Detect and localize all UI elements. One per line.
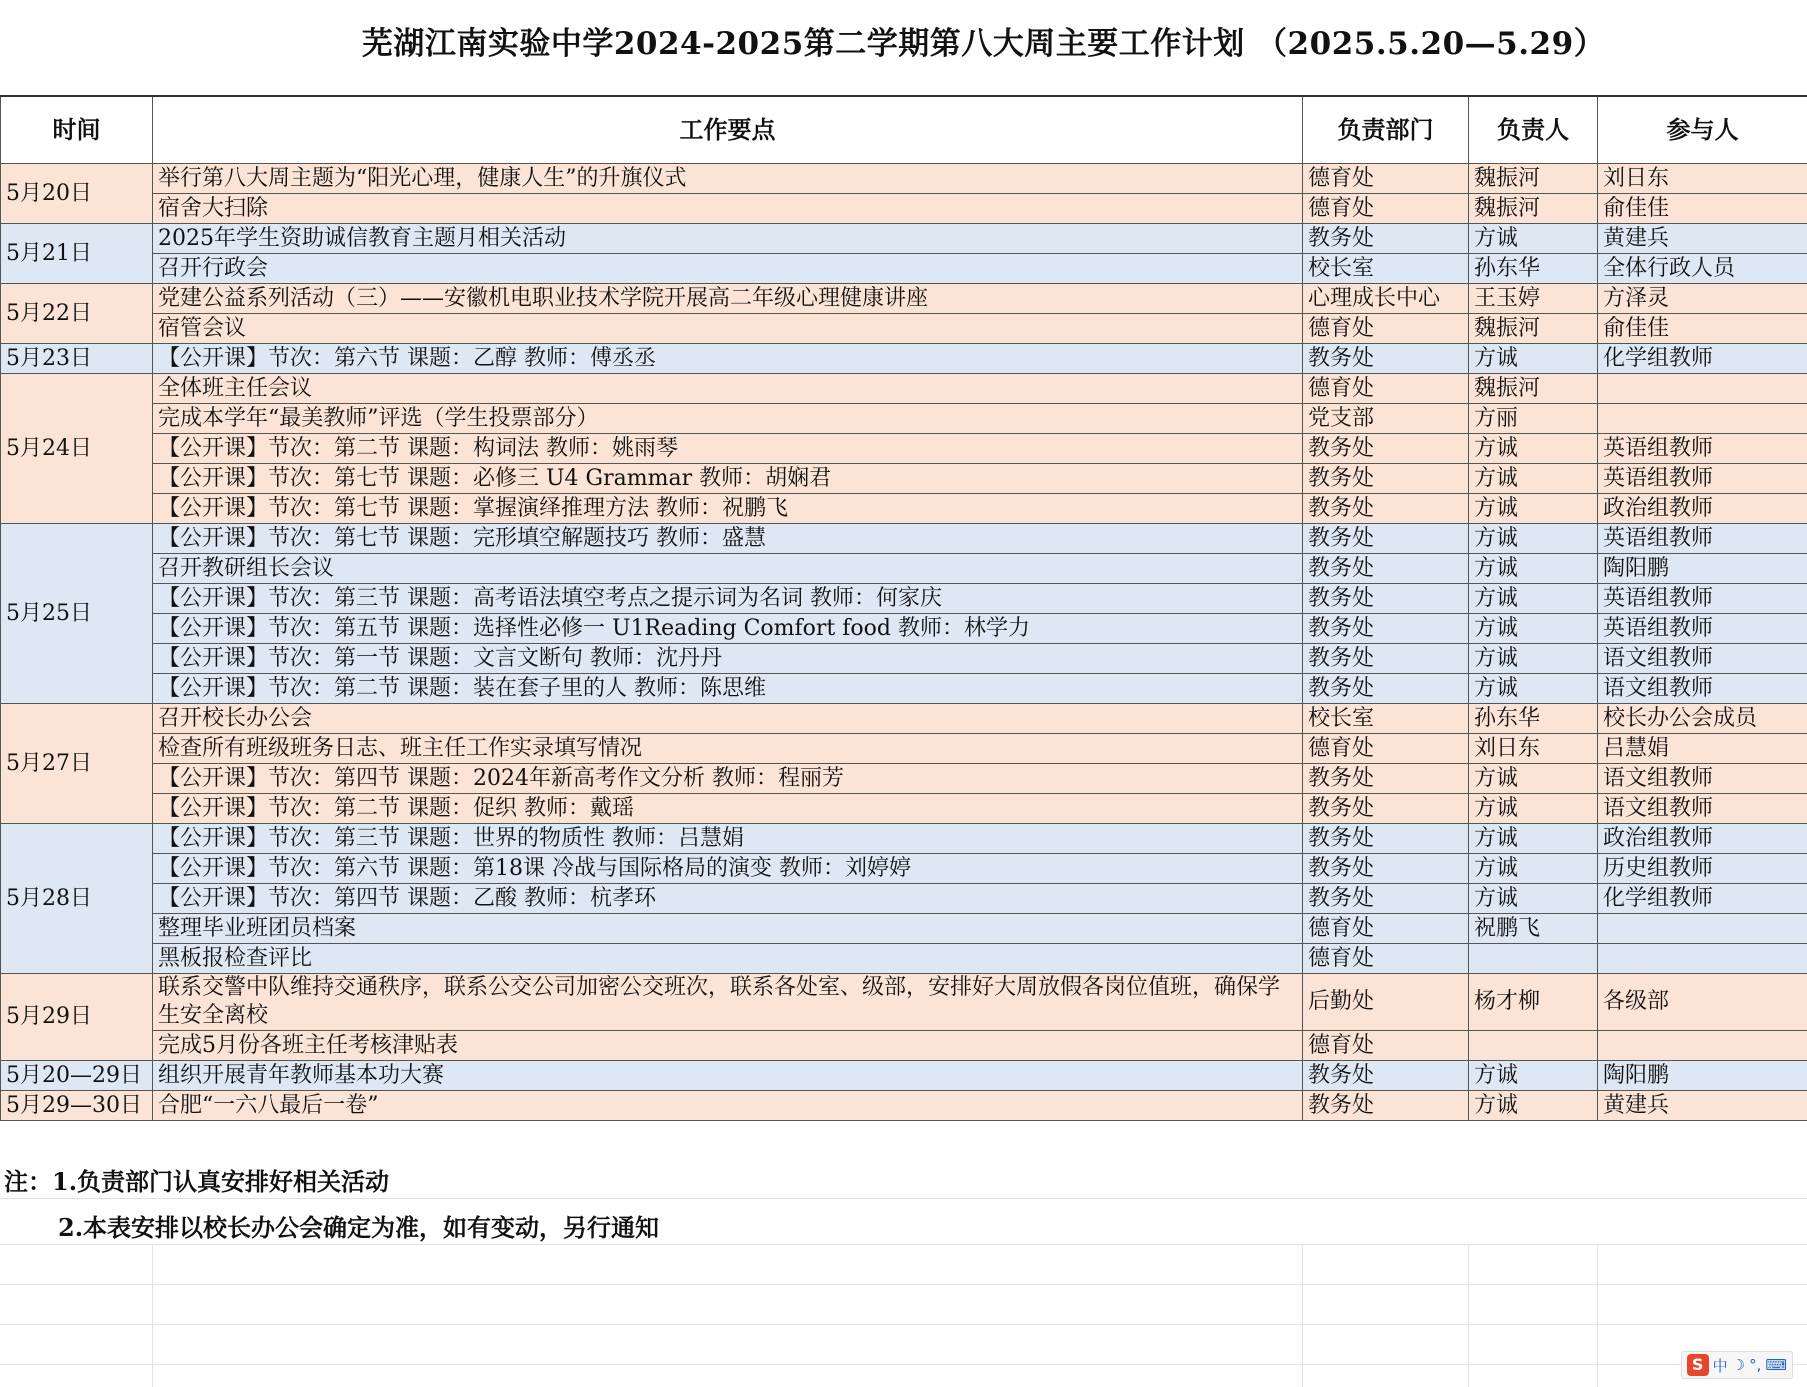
task-cell[interactable]: 宿管会议 (153, 314, 1303, 344)
dept-cell[interactable]: 教务处 (1303, 764, 1469, 794)
owner-cell[interactable]: 杨才柳 (1469, 974, 1598, 1031)
participants-cell[interactable]: 各级部 (1598, 974, 1807, 1031)
dept-cell[interactable]: 教务处 (1303, 434, 1469, 464)
owner-cell[interactable]: 方诚 (1469, 344, 1598, 374)
participants-cell[interactable]: 历史组教师 (1598, 854, 1807, 884)
dept-cell[interactable]: 教务处 (1303, 674, 1469, 704)
task-cell[interactable]: 整理毕业班团员档案 (153, 914, 1303, 944)
task-cell[interactable]: 【公开课】节次：第七节 课题：完形填空解题技巧 教师：盛慧 (153, 524, 1303, 554)
owner-cell[interactable]: 祝鹏飞 (1469, 914, 1598, 944)
table-row (1, 734, 1807, 764)
table-row (1, 164, 1807, 194)
task-cell[interactable]: 合肥“一六八最后一卷” (153, 1091, 1303, 1121)
participants-cell[interactable]: 语文组教师 (1598, 764, 1807, 794)
owner-cell[interactable]: 孙东华 (1469, 704, 1598, 734)
header-time[interactable]: 时间 (1, 96, 153, 164)
task-cell[interactable]: 完成本学年“最美教师”评选（学生投票部分） (153, 404, 1303, 434)
owner-cell[interactable]: 刘日东 (1469, 734, 1598, 764)
punctuation-icon[interactable]: °, (1749, 1356, 1762, 1374)
dept-cell[interactable]: 教务处 (1303, 884, 1469, 914)
keyboard-icon[interactable]: ⌨ (1765, 1356, 1787, 1374)
participants-cell[interactable]: 政治组教师 (1598, 824, 1807, 854)
owner-cell[interactable]: 方诚 (1469, 434, 1598, 464)
table-row (1, 374, 1807, 404)
table-row (1, 914, 1807, 944)
task-cell[interactable]: 【公开课】节次：第六节 课题：第18课 冷战与国际格局的演变 教师：刘婷婷 (153, 854, 1303, 884)
dept-cell[interactable]: 教务处 (1303, 494, 1469, 524)
table-row (1, 1061, 1807, 1091)
dept-cell[interactable]: 德育处 (1303, 734, 1469, 764)
owner-cell[interactable]: 方诚 (1469, 854, 1598, 884)
participants-cell[interactable]: 陶阳鹏 (1598, 554, 1807, 584)
participants-cell[interactable]: 英语组教师 (1598, 464, 1807, 494)
owner-cell[interactable]: 魏振河 (1469, 314, 1598, 344)
date-cell[interactable]: 5月27日 (1, 704, 153, 824)
owner-cell[interactable]: 魏振河 (1469, 164, 1598, 194)
participants-cell[interactable] (1598, 404, 1807, 434)
participants-cell[interactable]: 政治组教师 (1598, 494, 1807, 524)
header-owner[interactable]: 负责人 (1469, 96, 1598, 164)
task-cell[interactable]: 【公开课】节次：第四节 课题：2024年新高考作文分析 教师：程丽芳 (153, 764, 1303, 794)
owner-cell[interactable]: 方诚 (1469, 674, 1598, 704)
dept-cell[interactable]: 教务处 (1303, 854, 1469, 884)
owner-cell[interactable]: 方诚 (1469, 224, 1598, 254)
date-cell[interactable]: 5月21日 (1, 224, 153, 284)
table-row (1, 524, 1807, 554)
owner-cell[interactable]: 方诚 (1469, 554, 1598, 584)
participants-cell[interactable]: 语文组教师 (1598, 794, 1807, 824)
task-cell[interactable]: 【公开课】节次：第一节 课题：文言文断句 教师：沈丹丹 (153, 644, 1303, 674)
dept-cell[interactable]: 教务处 (1303, 344, 1469, 374)
table-row (1, 1091, 1807, 1121)
task-cell[interactable]: 联系交警中队维持交通秩序，联系公交公司加密公交班次，联系各处室、级部，安排好大周放假各岗位值班，确保学生安全离校 (153, 974, 1303, 1031)
task-cell[interactable]: 【公开课】节次：第三节 课题：世界的物质性 教师：吕慧娟 (153, 824, 1303, 854)
dept-cell[interactable]: 德育处 (1303, 314, 1469, 344)
participants-cell[interactable]: 方泽灵 (1598, 284, 1807, 314)
participants-cell[interactable]: 俞佳佳 (1598, 194, 1807, 224)
header-task[interactable]: 工作要点 (153, 96, 1303, 164)
participants-cell[interactable]: 语文组教师 (1598, 674, 1807, 704)
task-cell[interactable]: 2025年学生资助诚信教育主题月相关活动 (153, 224, 1303, 254)
dept-cell[interactable]: 教务处 (1303, 614, 1469, 644)
date-cell[interactable]: 5月20日 (1, 164, 153, 224)
dept-cell[interactable]: 教务处 (1303, 644, 1469, 674)
table-row (1, 644, 1807, 674)
dept-cell[interactable]: 党支部 (1303, 404, 1469, 434)
table-row (1, 1031, 1807, 1061)
table-row (1, 404, 1807, 434)
dept-cell[interactable]: 校长室 (1303, 254, 1469, 284)
dept-cell[interactable]: 心理成长中心 (1303, 284, 1469, 314)
table-row (1, 584, 1807, 614)
table-row (1, 614, 1807, 644)
note-2[interactable]: 2.本表安排以校长办公会确定为准，如有变动，另行通知 (58, 1213, 660, 1242)
task-cell[interactable]: 【公开课】节次：第二节 课题：装在套子里的人 教师：陈思维 (153, 674, 1303, 704)
page-title: 芜湖江南实验中学2024-2025第二学期第八大周主要工作计划 （2025.5.20—5.29） (361, 26, 1606, 62)
task-cell[interactable]: 【公开课】节次：第三节 课题：高考语法填空考点之提示词为名词 教师：何家庆 (153, 584, 1303, 614)
dept-cell[interactable]: 教务处 (1303, 1061, 1469, 1091)
dept-cell[interactable]: 教务处 (1303, 794, 1469, 824)
dept-cell[interactable]: 校长室 (1303, 704, 1469, 734)
dept-cell[interactable]: 教务处 (1303, 824, 1469, 854)
date-cell[interactable]: 5月28日 (1, 824, 153, 974)
task-cell[interactable]: 【公开课】节次：第二节 课题：构词法 教师：姚雨琴 (153, 434, 1303, 464)
task-cell[interactable]: 【公开课】节次：第七节 课题：必修三 U4 Grammar 教师：胡娴君 (153, 464, 1303, 494)
participants-cell[interactable]: 俞佳佳 (1598, 314, 1807, 344)
dept-cell[interactable]: 德育处 (1303, 944, 1469, 974)
dept-cell[interactable]: 教务处 (1303, 554, 1469, 584)
owner-cell[interactable] (1469, 1031, 1598, 1061)
task-cell[interactable]: 【公开课】节次：第七节 课题：掌握演绎推理方法 教师：祝鹏飞 (153, 494, 1303, 524)
header-dept[interactable]: 负责部门 (1303, 96, 1469, 164)
participants-cell[interactable] (1598, 944, 1807, 974)
dept-cell[interactable]: 德育处 (1303, 914, 1469, 944)
dept-cell[interactable]: 德育处 (1303, 374, 1469, 404)
moon-icon[interactable]: ☽ (1731, 1356, 1746, 1374)
owner-cell[interactable]: 方丽 (1469, 404, 1598, 434)
participants-cell[interactable]: 英语组教师 (1598, 524, 1807, 554)
participants-cell[interactable]: 校长办公会成员 (1598, 704, 1807, 734)
participants-cell[interactable]: 化学组教师 (1598, 344, 1807, 374)
task-cell[interactable]: 党建公益系列活动（三）——安徽机电职业技术学院开展高二年级心理健康讲座 (153, 284, 1303, 314)
owner-cell[interactable]: 方诚 (1469, 524, 1598, 554)
table-row (1, 284, 1807, 314)
participants-cell[interactable]: 全体行政人员 (1598, 254, 1807, 284)
table-row (1, 704, 1807, 734)
dept-cell[interactable]: 德育处 (1303, 1031, 1469, 1061)
table-header-row (1, 96, 1807, 164)
date-cell[interactable]: 5月24日 (1, 374, 153, 524)
participants-cell[interactable]: 英语组教师 (1598, 584, 1807, 614)
owner-cell[interactable]: 方诚 (1469, 1091, 1598, 1121)
table-row (1, 254, 1807, 284)
task-cell[interactable]: 【公开课】节次：第二节 课题：促织 教师：戴瑶 (153, 794, 1303, 824)
table-row (1, 974, 1807, 1031)
owner-cell[interactable]: 方诚 (1469, 884, 1598, 914)
table-row (1, 764, 1807, 794)
owner-cell[interactable]: 孙东华 (1469, 254, 1598, 284)
dept-cell[interactable]: 教务处 (1303, 224, 1469, 254)
table-row (1, 944, 1807, 974)
table-row (1, 194, 1807, 224)
table-row (1, 464, 1807, 494)
table-row (1, 884, 1807, 914)
header-participants[interactable]: 参与人 (1598, 96, 1807, 164)
date-cell[interactable]: 5月29日 (1, 974, 153, 1061)
task-cell[interactable]: 宿舍大扫除 (153, 194, 1303, 224)
task-cell[interactable]: 召开行政会 (153, 254, 1303, 284)
owner-cell[interactable]: 方诚 (1469, 644, 1598, 674)
task-cell[interactable]: 全体班主任会议 (153, 374, 1303, 404)
table-row (1, 314, 1807, 344)
sogou-logo-icon[interactable]: S (1687, 1354, 1709, 1376)
table-row (1, 344, 1807, 374)
dept-cell[interactable]: 德育处 (1303, 164, 1469, 194)
date-cell[interactable]: 5月29—30日 (1, 1091, 153, 1121)
dept-cell[interactable]: 教务处 (1303, 1091, 1469, 1121)
task-cell[interactable]: 完成5月份各班主任考核津贴表 (153, 1031, 1303, 1061)
task-cell[interactable]: 组织开展青年教师基本功大赛 (153, 1061, 1303, 1091)
table-row (1, 434, 1807, 464)
task-cell[interactable]: 举行第八大周主题为“阳光心理，健康人生”的升旗仪式 (153, 164, 1303, 194)
participants-cell[interactable]: 化学组教师 (1598, 884, 1807, 914)
participants-cell[interactable]: 黄建兵 (1598, 224, 1807, 254)
owner-cell[interactable]: 方诚 (1469, 824, 1598, 854)
owner-cell[interactable]: 方诚 (1469, 1061, 1598, 1091)
note-1[interactable]: 注：1.负责部门认真安排好相关活动 (4, 1167, 390, 1196)
participants-cell[interactable]: 陶阳鹏 (1598, 1061, 1807, 1091)
owner-cell[interactable]: 方诚 (1469, 494, 1598, 524)
dept-cell[interactable]: 德育处 (1303, 194, 1469, 224)
owner-cell[interactable]: 魏振河 (1469, 194, 1598, 224)
date-cell[interactable]: 5月22日 (1, 284, 153, 344)
table-row (1, 224, 1807, 254)
table-row (1, 554, 1807, 584)
task-cell[interactable]: 【公开课】节次：第四节 课题：乙酸 教师：杭孝环 (153, 884, 1303, 914)
task-cell[interactable]: 召开校长办公会 (153, 704, 1303, 734)
participants-cell[interactable] (1598, 914, 1807, 944)
participants-cell[interactable]: 英语组教师 (1598, 434, 1807, 464)
table-row (1, 794, 1807, 824)
owner-cell[interactable]: 方诚 (1469, 614, 1598, 644)
owner-cell[interactable]: 王玉婷 (1469, 284, 1598, 314)
dept-cell[interactable]: 教务处 (1303, 524, 1469, 554)
participants-cell[interactable]: 黄建兵 (1598, 1091, 1807, 1121)
participants-cell[interactable] (1598, 374, 1807, 404)
task-cell[interactable]: 召开教研组长会议 (153, 554, 1303, 584)
table-body (1, 164, 1807, 1121)
participants-cell[interactable]: 英语组教师 (1598, 614, 1807, 644)
participants-cell[interactable]: 语文组教师 (1598, 644, 1807, 674)
date-cell[interactable]: 5月23日 (1, 344, 153, 374)
table-row (1, 854, 1807, 884)
owner-cell[interactable]: 方诚 (1469, 794, 1598, 824)
owner-cell[interactable]: 方诚 (1469, 464, 1598, 494)
task-cell[interactable]: 【公开课】节次：第六节 课题：乙醇 教师：傅丞丞 (153, 344, 1303, 374)
ime-toolbar[interactable] (1681, 1351, 1793, 1379)
table-row (1, 824, 1807, 854)
work-plan-table (0, 95, 1807, 1121)
input-mode-toggle[interactable]: 中 (1712, 1356, 1728, 1375)
task-cell[interactable]: 【公开课】节次：第五节 课题：选择性必修一 U1Reading Comfort food 教师：林学力 (153, 614, 1303, 644)
dept-cell[interactable]: 教务处 (1303, 464, 1469, 494)
table-row (1, 494, 1807, 524)
owner-cell[interactable]: 魏振河 (1469, 374, 1598, 404)
task-cell[interactable]: 黑板报检查评比 (153, 944, 1303, 974)
task-cell[interactable]: 检查所有班级班务日志、班主任工作实录填写情况 (153, 734, 1303, 764)
owner-cell[interactable]: 方诚 (1469, 584, 1598, 614)
owner-cell[interactable]: 方诚 (1469, 764, 1598, 794)
dept-cell[interactable]: 教务处 (1303, 584, 1469, 614)
participants-cell[interactable]: 吕慧娟 (1598, 734, 1807, 764)
date-cell[interactable]: 5月20—29日 (1, 1061, 153, 1091)
table-row (1, 674, 1807, 704)
participants-cell[interactable] (1598, 1031, 1807, 1061)
owner-cell[interactable] (1469, 944, 1598, 974)
dept-cell[interactable]: 后勤处 (1303, 974, 1469, 1031)
date-cell[interactable]: 5月25日 (1, 524, 153, 704)
participants-cell[interactable]: 刘日东 (1598, 164, 1807, 194)
